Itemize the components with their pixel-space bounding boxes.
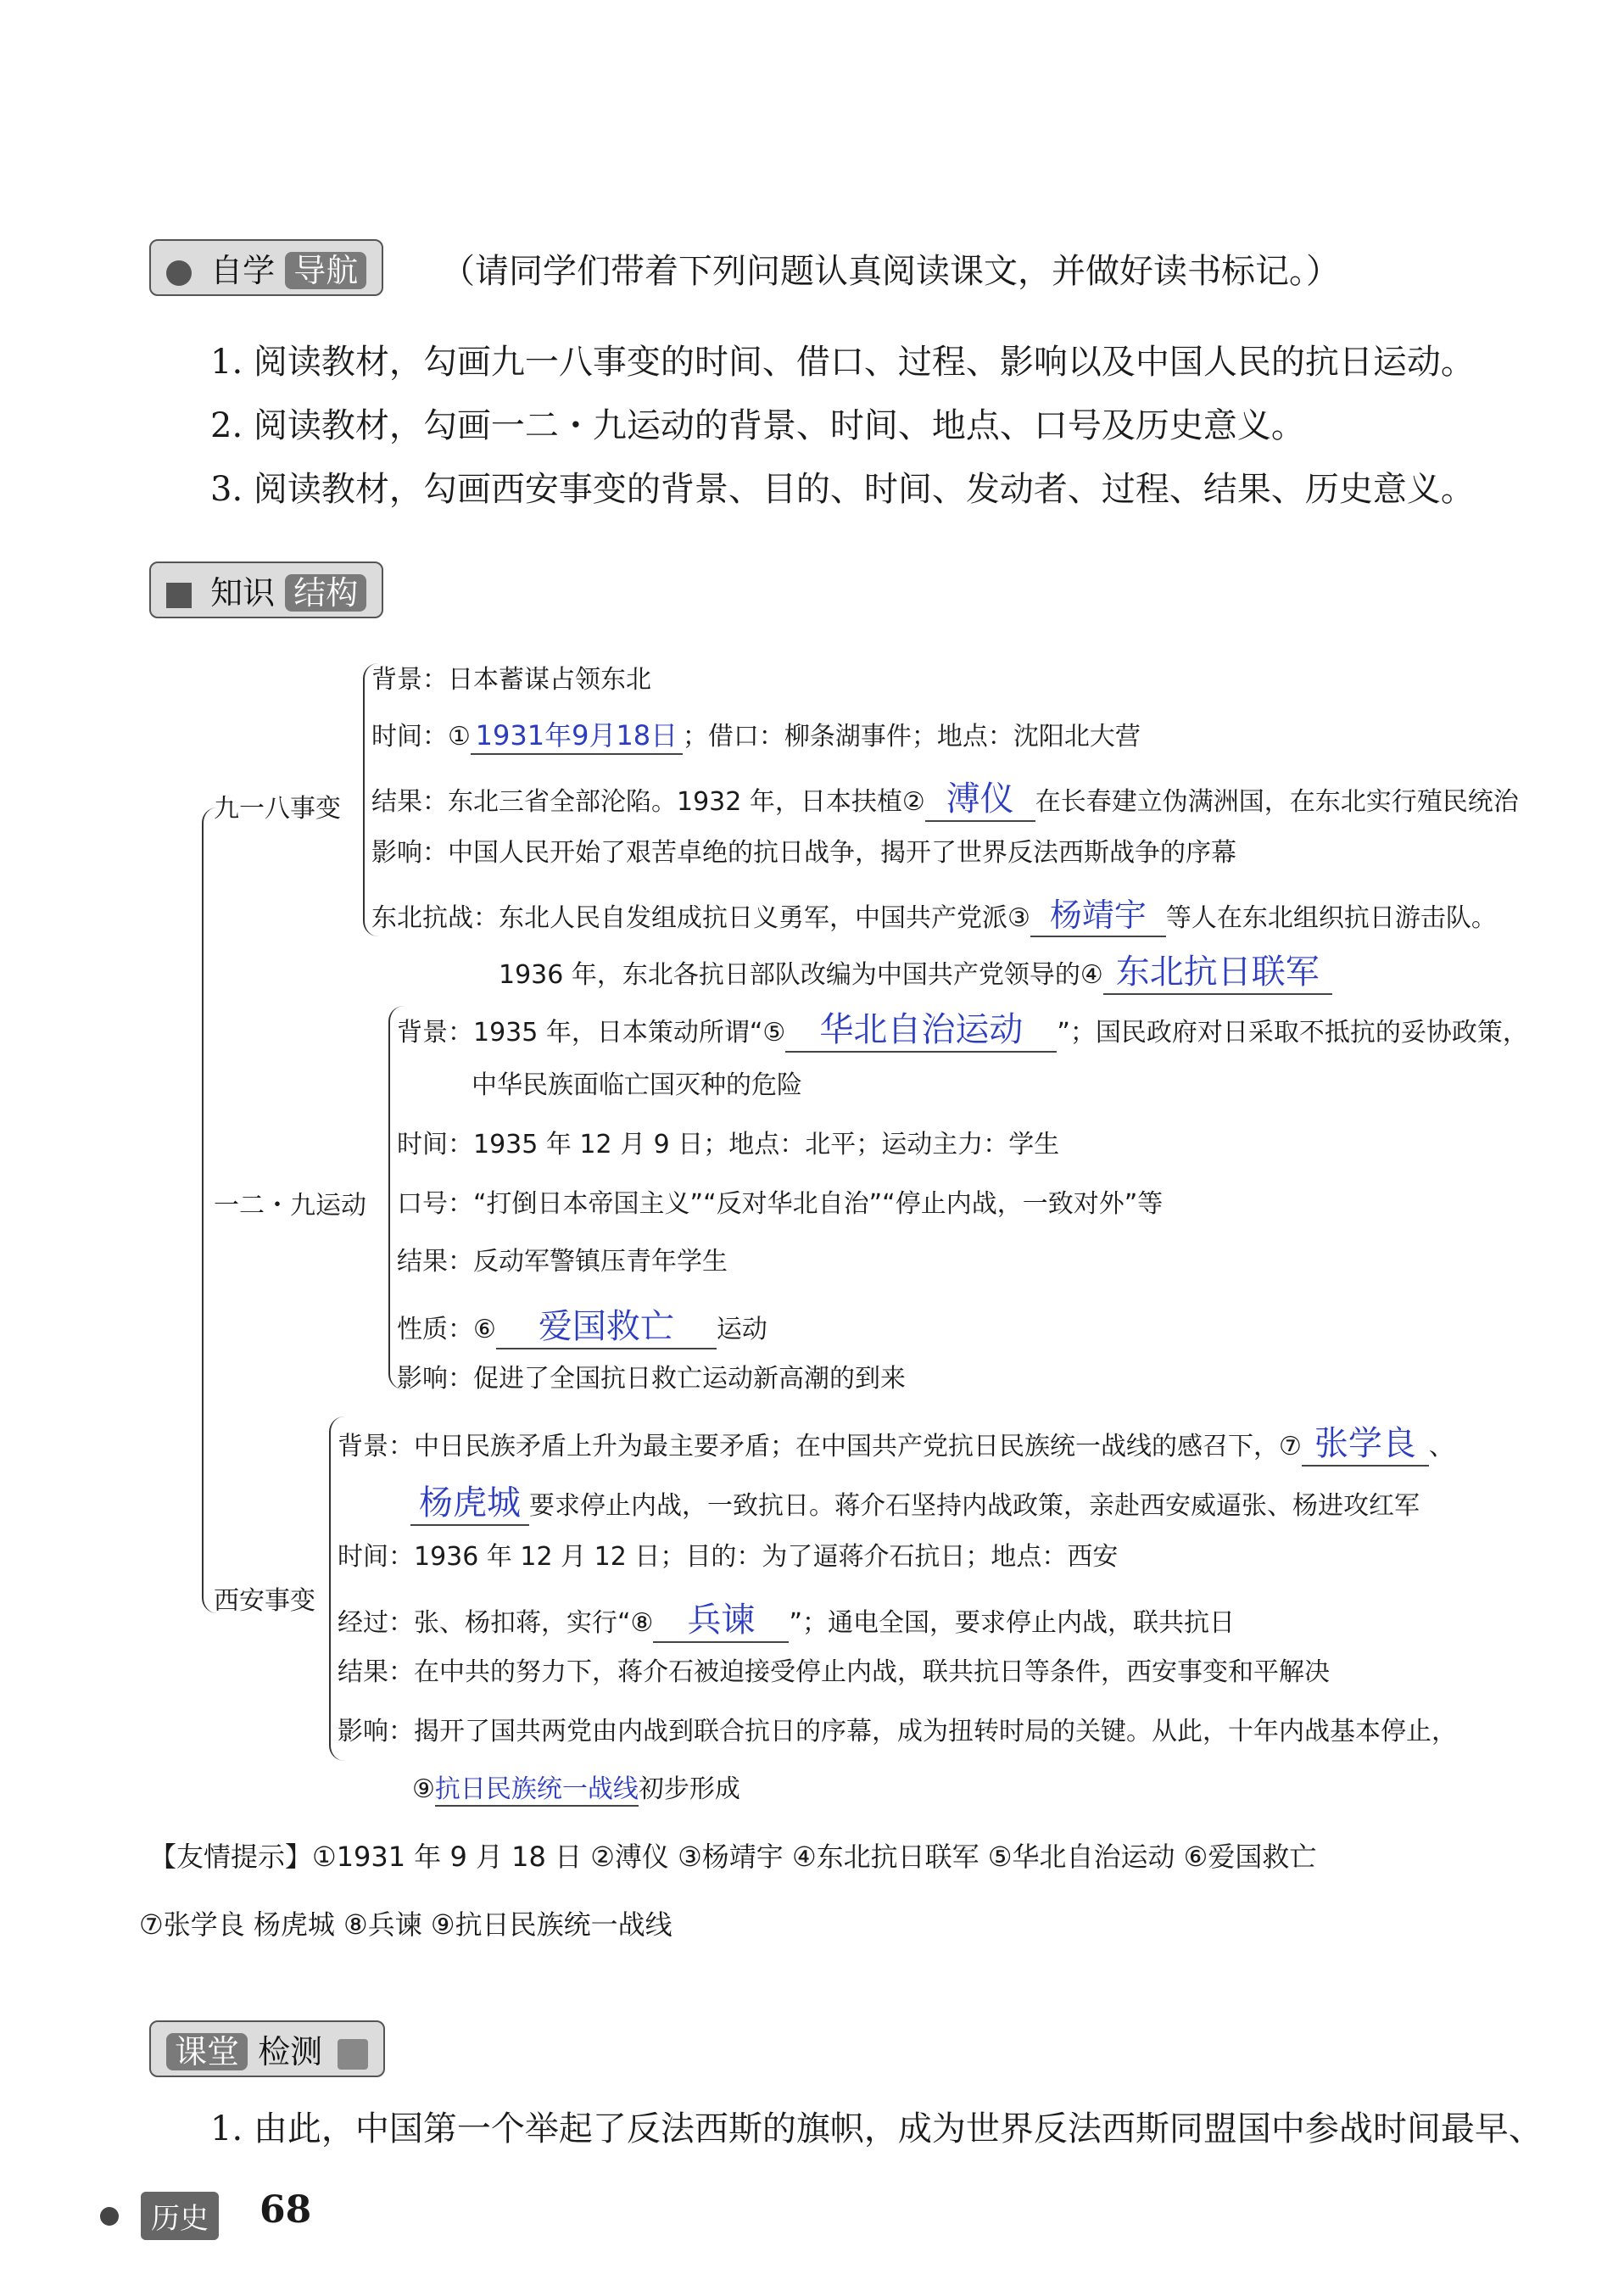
e3-impact-2: ⑨抗日民族统一战线初步形成	[412, 1768, 740, 1807]
e2-result: 结果：反动军警镇压青年学生	[397, 1247, 728, 1277]
page-number: 68	[260, 2188, 312, 2232]
e1-background: 背景：日本蓄谋占领东北	[371, 665, 651, 695]
classroom-k-icon	[338, 2039, 368, 2070]
e1-result-line: 结果：东北三省全部沦陷。1932 年，日本扶植② 溥仪 在长春建立伪满洲国，在东北实行殖民统治	[371, 772, 1519, 822]
blank-6: 爱国救亡	[496, 1299, 717, 1349]
blank-1: 1931年9月18日	[471, 714, 683, 755]
e3-time: 时间：1936 年 12 月 12 日；目的：为了逼蒋介石抗日；地点：西安	[338, 1542, 1119, 1572]
e1-impact: 影响：中国人民开始了艰苦卓绝的抗日战争，揭开了世界反法西斯战争的序幕	[371, 838, 1236, 868]
e2-nature-line: 性质：⑥ 爱国救亡 运动	[397, 1299, 767, 1349]
knowledge-icon	[166, 583, 192, 608]
knowledge-header	[149, 562, 383, 618]
friendly-hint-line-2: ⑦张学良 杨虎城 ⑧兵谏 ⑨抗日民族统一战线	[139, 1908, 672, 1941]
blank-3: 杨靖宇	[1030, 889, 1166, 937]
e3-background-line-2: 杨虎城 要求停止内战，一致抗日。蒋介石坚持内战政策，亲赴西安威逼张、杨进攻红军	[410, 1476, 1420, 1526]
e2-name: 一二・九运动	[214, 1191, 366, 1221]
e1-name: 九一八事变	[214, 794, 341, 824]
e2-time: 时间：1935 年 12 月 9 日；地点：北平；运动主力：学生	[397, 1130, 1060, 1159]
e3-process-line: 经过：张、杨扣蒋，实行“⑧ 兵谏 ”；通电全国，要求停止内战，联共抗日	[338, 1593, 1235, 1643]
classroom-title-a: 课堂	[166, 2033, 248, 2070]
knowledge-title-b: 结构	[285, 574, 366, 612]
e1-northeast-line-2: 1936 年，东北各抗日部队改编为中国共产党领导的④ 东北抗日联军	[499, 945, 1332, 995]
self-study-item-2: 2. 阅读教材，勾画一二・九运动的背景、时间、地点、口号及历史意义。	[210, 406, 1305, 445]
blank-4: 东北抗日联军	[1103, 945, 1332, 995]
self-study-instruction: （请同学们带着下列问题认真阅读课文，并做好读书标记。）	[441, 252, 1340, 291]
classroom-question-1: 1. 由此，中国第一个举起了反法西斯的旗帜，成为世界反法西斯同盟国中参战时间最早、	[210, 2109, 1543, 2148]
knowledge-title-a: 知识	[210, 574, 276, 612]
e3-result: 结果：在中共的努力下，蒋介石被迫接受停止内战，联共抗日等条件，西安事变和平解决	[338, 1657, 1330, 1687]
footer-subject: 历史	[141, 2192, 219, 2240]
e2-impact: 影响：促进了全国抗日救亡运动新高潮的到来	[397, 1364, 906, 1394]
blank-9: 抗日民族统一战线	[435, 1768, 639, 1807]
blank-7b: 杨虎城	[410, 1476, 529, 1526]
e3-name: 西安事变	[214, 1586, 315, 1616]
classroom-title-b: 检测	[258, 2033, 323, 2070]
e2-background-2: 中华民族面临亡国灭种的危险	[472, 1070, 802, 1100]
e3-background-line: 背景：中日民族矛盾上升为最主要矛盾；在中国共产党抗日民族统一战线的感召下，⑦ 张学良 、	[338, 1416, 1454, 1467]
self-study-title-a: 自学	[210, 252, 276, 289]
e3-impact: 影响：揭开了国共两党由内战到联合抗日的序幕，成为扭转时局的关键。从此，十年内战基本停止，	[338, 1717, 1457, 1746]
classroom-header	[149, 2020, 385, 2077]
self-study-title-b: 导航	[285, 252, 366, 289]
e2-background-line: 背景：1935 年，日本策动所谓“⑤ 华北自治运动 ”；国民政府对日采取不抵抗的妥协政策，	[397, 1003, 1528, 1053]
self-study-header	[149, 239, 383, 296]
self-study-item-3: 3. 阅读教材，勾画西安事变的背景、目的、时间、发动者、过程、结果、历史意义。	[210, 470, 1475, 509]
friendly-hint-line-1: 【友情提示】①1931 年 9 月 18 日 ②溥仪 ③杨靖宇 ④东北抗日联军 ⑤华北自治运动 ⑥爱国救亡	[149, 1841, 1317, 1873]
blank-2: 溥仪	[925, 772, 1035, 822]
e1-time-line: 时间：① 1931年9月18日 ；借口：柳条湖事件；地点：沈阳北大营	[371, 714, 1141, 755]
blank-5: 华北自治运动	[785, 1003, 1057, 1053]
self-study-item-1: 1. 阅读教材，勾画九一八事变的时间、借口、过程、影响以及中国人民的抗日运动。	[210, 343, 1475, 382]
footer-dot-icon	[100, 2207, 119, 2226]
header-icon	[166, 260, 192, 286]
e2-slogan: 口号：“打倒日本帝国主义”“反对华北自治”“停止内战，一致对外”等	[397, 1189, 1164, 1219]
e1-northeast-line: 东北抗战：东北人民自发组成抗日义勇军，中国共产党派③ 杨靖宇 等人在东北组织抗日游击队。	[371, 889, 1497, 937]
blank-7a: 张学良	[1302, 1416, 1429, 1467]
blank-8: 兵谏	[653, 1593, 789, 1643]
